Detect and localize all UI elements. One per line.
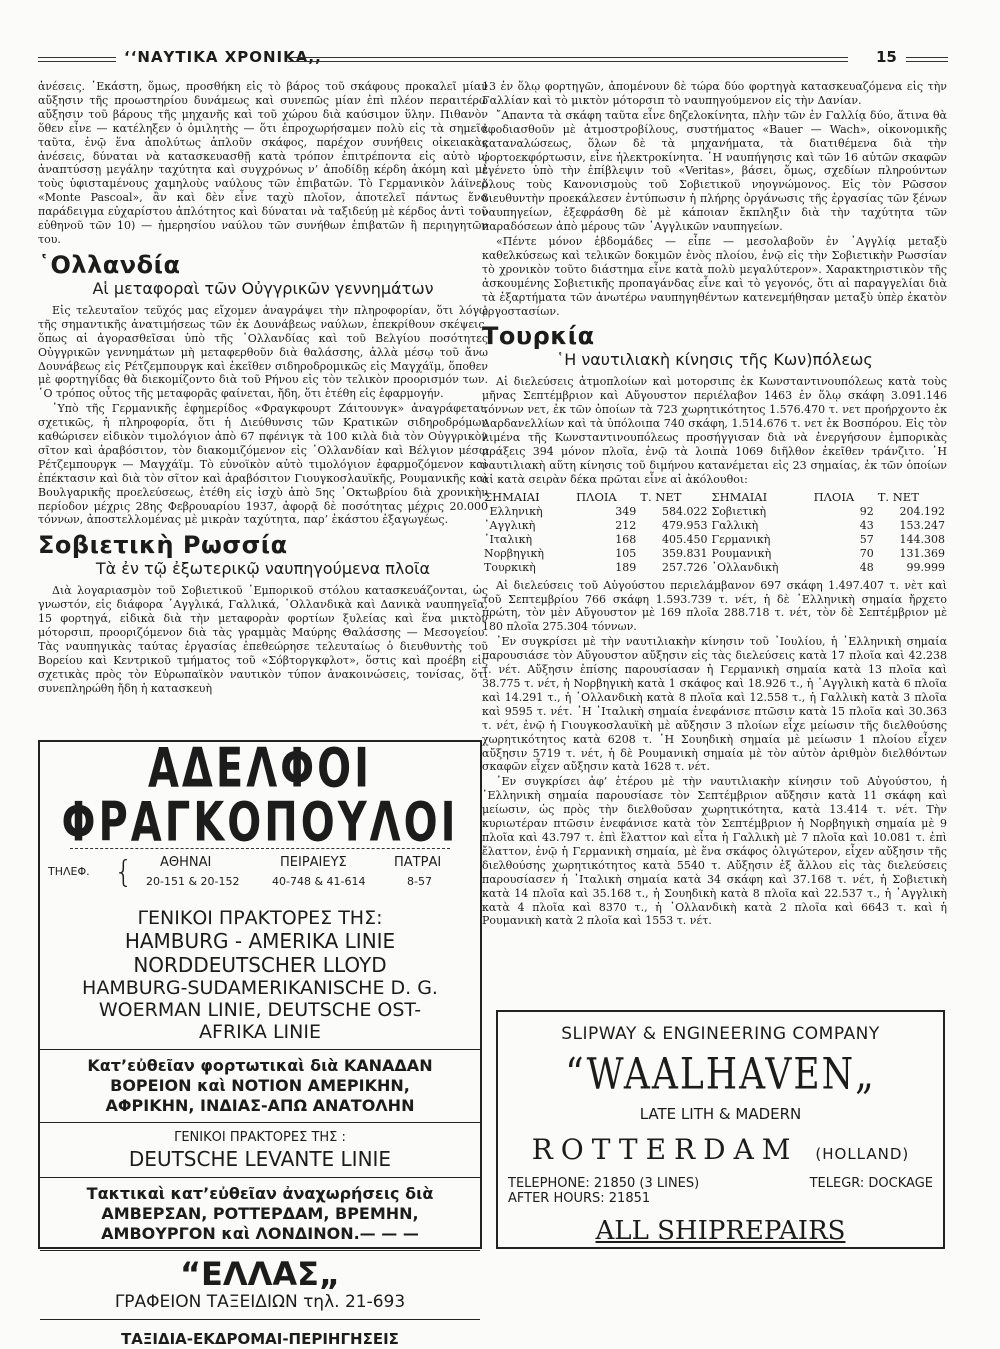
section-title-turkey: Τουρκία <box>482 322 595 351</box>
column-header: Τ. ΝΕΤ <box>877 489 919 504</box>
agents-title: ΓΕΝΙΚΟΙ ΠΡΑΚΤΟΡΕΣ ΤΗΣ: <box>137 907 383 929</box>
departures-line: ΑΜΒΕΡΣΑΝ, ΡΟΤΤΕΡΔΑΜ, ΒΡΕΜΗΝ, <box>101 1204 419 1223</box>
ships-cell: 57 <box>859 532 874 546</box>
header-rule-right <box>906 57 948 62</box>
tonnage-cell: 257.726 <box>661 560 708 574</box>
column-header: ΣΗΜΑΙΑΙ <box>711 489 768 504</box>
column-header: ΠΛΟΙΑ <box>813 489 855 504</box>
ships-cell: 105 <box>615 546 637 560</box>
telephone: TELEPHONE: 21850 (3 LINES) <box>508 1176 700 1191</box>
flag-cell: ᾿Αγγλικὴ <box>484 518 536 532</box>
former-names: LATE LITH & MADERN <box>639 1105 802 1123</box>
office-phones: 8-57 <box>407 875 432 888</box>
table-row <box>482 519 947 533</box>
flag-cell: Γερμανικὴ <box>711 532 771 546</box>
phone-label: ΤΗΛΕΦ. <box>48 865 90 878</box>
ships-cell: 212 <box>615 518 637 532</box>
divider <box>40 1122 480 1123</box>
office-city: ΠΑΤΡΑΙ <box>394 855 442 870</box>
flag-cell: Τουρκικὴ <box>484 560 536 574</box>
paragraph: «Πέντε μόνον ἑβδομάδες — εἶπε — μεσολαβοῦν ἐν ᾿Αγγλίᾳ μεταξὺ καθελκύσεως καὶ τελικῶν δοκιμῶν ἑνὸς πλοίου, ἐνῷ εἰς τὴν Σοβιετικὴν Ρωσσίαν τὸ χρονικὸν τοῦτο διάστημα εἶνε κατὰ πολὺ μεγαλύτερον». Χαρακτηριστικὸν τῆς ἀσκουμένης Σοβιετικῆς προπαγάνδας εἶνε καὶ τὸ γεγονός, ὅτι αἱ παραγγελίαι διὰ τὰ ἐξαρτήματα τῶν ἀνωτέρω ναυπηγηθέντων κατενεμήθησαν μεταξὺ ὑπὲρ ἑκατὸν ἐργοστασίων. <box>482 234 947 318</box>
office-phones: 40-748 & 41-614 <box>272 875 366 888</box>
ships-cell: 92 <box>859 504 874 518</box>
paragraph: ᾿Εν συγκρίσει ἀφ’ ἑτέρου μὲ τὴν ναυτιλιακὴν κίνησιν τοῦ Αὐγούστου, ἡ ῾Ελληνικὴ σημαία παρουσίασε τὸν Σεπτέμβριον αὔξησιν κατὰ 11 σκάφη καὶ μείωσιν, ὡς πρὸς τὴν διελθοῦσαν χωρητικότητα, κατὰ 13.414 τ. νέτ. Τὴν κυριωτέραν πτῶσιν ἐνεφάνισε κατὰ τὸν Σεπτέμβριον ἡ Νορβηγικὴ σημαία μὲ 9 πλοῖα καὶ 43.797 τ. ἐπὶ ἔλαττον καὶ εἶτα ἡ Γαλλικὴ μὲ 7 πλοῖα καὶ 10.081 τ. ἐπὶ ἔλαττον, ἐνῷ ἡ Γερμανικὴ σημαία, μὲ ἕνα σκάφος ὀλιγώτερον, εἶχεν αὔξησιν τῆς διελθούσης χωρητικότητος κατὰ 5540 τ. Αὔξησιν ἐξ ἄλλου εἰς τὰς διελεύσεις παρουσίασεν ἡ ᾿Ιταλικὴ σημαία κατὰ 34 σκάφη καὶ 37.168 τ. νέτ, ἡ Σοβιετικὴ κατὰ 14 πλοῖα καὶ 35.168 τ., ἡ Σουηδικὴ κατὰ 8 πλοῖα καὶ 22.537 τ., ἡ ᾿Αγγλικὴ κατὰ 4 πλοῖα καὶ 8370 τ., ἡ ᾿Ολλανδικὴ κατὰ 2 πλοῖα καὶ 6643 τ. καὶ ἡ Ρουμανικὴ κατὰ 2 πλοῖα καὶ 1553 τ. νέτ. <box>482 775 947 928</box>
tonnage-cell: 144.308 <box>899 532 945 546</box>
paragraph: Αἱ διελεύσεις τοῦ Αὐγούστου περιελάμβανον 697 σκάφη 1.497.407 τ. νὲτ καὶ τοῦ Σεπτεμβρίου 766 σκάφη 1.593.739 τ. νέτ, ἡ δὲ ῾Ελληνικὴ σημαία ἤρχετο πρώτη, τὸν μὲν Αὔγουστον μὲ 169 πλοῖα 288.718 τ. νέτ, τὸν δὲ Σεπτέμβριον μὲ 180 πλοῖα 275.304 τόννων. <box>482 578 947 634</box>
tonnage-cell: 131.369 <box>899 546 945 560</box>
after-hours: AFTER HOURS: 21851 <box>508 1191 651 1206</box>
city-line <box>498 1133 943 1166</box>
agent-line: AFRIKA LINIE <box>199 1021 321 1043</box>
paragraph: ᾿Εν συγκρίσει μὲ τὴν ναυτιλιακὴν κίνησιν τοῦ ᾿Ιουλίου, ἡ ῾Ελληνικὴ σημαία παρουσιάσε τὸν Αὔγουστον αὔξησιν εἰς τὰς διελεύσεις κατὰ 17 πλοῖα καὶ 42.238 τ. νέτ. Αὔξησιν ἐπίσης παρουσίασαν ἡ Γερμανικὴ σημαία κατὰ 13 πλοῖα καὶ 38.775 τ. νέτ, ἡ Νορβηγικὴ κατὰ 1 σκάφος καὶ 18.926 τ., ἡ ᾿Αγγλικὴ κατὰ 6 πλοῖα καὶ 14.291 τ., ἡ ᾿Ολλανδικὴ κατὰ 8 πλοῖα καὶ 12.558 τ., ἡ Γαλλικὴ κατὰ 3 πλοῖα καὶ 9595 τ. νέτ. ῾Η ᾿Ιταλικὴ σημαία ἐνεφάνισε πτῶσιν κατὰ 15 πλοῖα καὶ 30.363 τ. νέτ, ἐνῷ ἡ Γιουγκοσλαυϊκὴ μὲ αὔξησιν 3 πλοίων εἶχε μείωσιν τῆς διελθούσης χωρητικότητος κατὰ 6208 τ. ῾Η Σουηδικὴ σημαία μὲ μείωσιν 1 πλοίου εἶχεν αὔξησιν 5719 τ. νέτ, ἡ δὲ Ρουμανικὴ σημαία μὲ τὸν αὐτὸν ἀριθμὸν διελθόντων σκαφῶν εἶχεν αὔξησιν κατὰ 1628 τ. νέτ. <box>482 635 947 774</box>
ellas-brand: “ΕΛΛΑΣ„ <box>179 1255 341 1293</box>
agent-line: HAMBURG - AMERIKA LINIE <box>124 929 396 953</box>
paragraph: Αἱ διελεύσεις ἀτμοπλοίων καὶ μοτορσιπς ἐκ Κωνσταντινουπόλεως κατὰ τοὺς μῆνας Σεπτέμβριον καὶ Αὔγουστον περιέλαβον 1463 ἐν ὅλῳ σκάφη 3.091.146 τόννων νετ, ἐκ τῶν ὁποίων τὰ 723 χωρητικότητος 1.576.470 τ. νετ προήρχοντο ἐκ Δαρδανελλίων καὶ τὰ ὑπόλοιπα 740 σκάφη, 1.514.676 τ. νετ ἐκ Βοσπόρου. Εἰς τὸν λιμένα τῆς Κωνσταντινουπόλεως προσήγγισαν διὰ νὰ ἐνεργήσουν ἐμπορικὰς πράξεις 394 μόνον πλοῖα, ἐνῷ τὰ λοιπὰ 1069 διῆλθον ἐκεῖθεν τράνζιτο. ῾Η ναυτιλιακὴ αὕτη κίνησις τοῦ διμήνου κατανέμεται εἰς 23 σημαίας, ἐκ τῶν ὁποίων αἱ κατὰ σειρὰν δέκα πρῶται εἶνε αἱ ἀκόλουθοι: <box>482 375 947 486</box>
services-line: ALL SHIPREPAIRS <box>595 1216 846 1246</box>
section-title-holland: ῾Ολλανδία <box>38 250 181 279</box>
paragraph: ῾Υπὸ τῆς Γερμανικῆς ἐφημερίδος «Φραγκφουρτ Ζάιτουνγκ» ἀναγράφεται, σχετικῶς, ἡ πληροφορία, ὅτι ἡ Διεύθυνσις τῶν Κρατικῶν σιδηροδρόμων καθώρισεν εἰδικὸν τιμολόγιον ἀπὸ 67 πφένιγκ τὰ 100 κιλὰ διὰ τὸν Οὐγγρικὸν σῖτον καὶ ἀραβόσιτον, τὸν διακομιζόμενον εἰς ᾿Ολλανδίαν καὶ Βέλγιον μέσῳ Ρέτζεμπουργκ — Μαγχάϊμ. Τὸ εὐνοϊκὸν αὐτὸ τιμολόγιον ἐφαρμοζόμενον καὶ ἐπέκτασιν καὶ διὰ τὸν σῖτον καὶ ἀραβόσιτον Γιουγκοσλαυϊκῆς, Ρουμανικῆς καὶ Βουλγαρικῆς προελεύσεως, ἐτέθη εἰς ἰσχὺ ἀπὸ 5ης ᾿Οκτωβρίου διὰ χρονικὴν περίοδον μέχρις 28ης Φεβρουαρίου 1937, ἀφορᾷ δὲ ποσότητας μέχρις 20.000 τόννων, ἀποστελλομένας μὲ μικρὰν ταχύτητα, παρ’ ἑκάστου ἐξαγωγέως. <box>38 402 488 527</box>
telegraph: TELEGR: DOCKAGE <box>809 1176 933 1191</box>
table-row <box>482 547 947 561</box>
page-number: 15 <box>876 48 897 66</box>
section-subtitle-holland: Αἱ μεταφοραὶ τῶν Οὐγγρικῶν γεννημάτων <box>92 278 434 298</box>
agents2-name: DEUTSCHE LEVANTE LINIE <box>128 1147 392 1171</box>
country-name: (HOLLAND) <box>815 1145 910 1163</box>
brace-glyph: { <box>114 855 134 890</box>
ships-cell: 48 <box>859 560 874 574</box>
section-title-ussr: Σοβιετικὴ Ρωσσία <box>38 531 288 560</box>
article-continuation: ἀνέσεις. ᾿Εκάστη, ὅμως, προσθήκη εἰς τὸ βάρος τοῦ σκάφους προκαλεῖ μίαν αὔξησιν τῆς προωστηρίου δυνάμεως καὶ συνεπῶς μίαν ἐπὶ πλέον περαιτέρω αὔξησιν τοῦ βάρους τῆς μηχανῆς καὶ τοῦ χώρου διὰ καύσιμον ὕλην. Πιθανὸν ὅθεν εἶνε — κατέληξεν ὁ ὁμιλητὴς — ὅτι ἐπροχωρήσαμεν πολὺ εἰς τὰ σημεῖα ταῦτα, ἐνῷ ἕνα ἀπολύτως ἁπλοῦν σκάφος, παρέχον συνήθεις οἰκειακὰς ἀνέσεις, δύναται νὰ κατασκευασθῇ κατὰ τρόπον ἐπιτρέποντα εἰς αὐτὸ ν’ ἀναπτύσσῃ μεγάλην ταχύτητα καὶ συγχρόνως ν’ ἀποδίδῃ κέρδη ἀκόμη καὶ μὲ τοὺς ὑφισταμένους χαμηλοὺς ναύλους τῶν ἐπιβατῶν. Τὸ Γερμανικὸν λάϊνερ «Monte Pascoal», ἂν καὶ δὲν εἶνε ταχὺ πλοῖον, ἀποτελεῖ πάντως ἕνα παράδειγμα εὐχαρίστου ἁπλότητος καὶ δύναται νὰ ταξιδεύῃ μὲ κέρδος ἀντὶ τοῦ εὐθηνοῦ τῶν 10) — ἡμερησίου ναύλου τῶν συνήθων ἐπιβατῶν ἢ περιηγητῶν του. <box>38 80 488 246</box>
ships-cell: 349 <box>615 504 637 518</box>
freight-line: Κατ’εὐθεῖαν φορτωτικαὶ διὰ ΚΑΝΑΔΑΝ <box>87 1056 433 1075</box>
divider <box>40 1319 480 1320</box>
flag-cell: ᾿Ελληνικὴ <box>484 504 543 518</box>
tonnage-cell: 359.831 <box>661 546 708 560</box>
tagline: ΤΑΞΙΔΙΑ-ΕΚΔΡΟΜΑΙ-ΠΕΡΙΗΓΗΣΕΙΣ <box>121 1330 399 1348</box>
divider <box>40 1049 480 1050</box>
ships-cell: 70 <box>859 546 874 560</box>
flags-table <box>482 489 947 575</box>
office-city: ΠΕΙΡΑΙΕΥΣ <box>280 855 347 870</box>
tonnage-cell: 405.450 <box>661 532 708 546</box>
agent-line: WOERMAN LINIE, DEUTSCHE OST- <box>98 999 422 1021</box>
column-header: ΣΗΜΑΙΑΙ <box>484 489 540 504</box>
flag-cell: ᾿Ολλανδικὴ <box>711 560 779 574</box>
column-header: Τ. ΝΕΤ <box>640 489 682 504</box>
tonnage-cell: 479.953 <box>661 518 708 532</box>
table-row <box>482 533 947 547</box>
advertisement-fragkopouloi <box>38 737 482 1348</box>
divider <box>40 1177 480 1178</box>
flag-cell: Ρουμανικὴ <box>711 546 772 560</box>
paragraph: Εἰς τελευταῖον τεῦχός μας εἴχομεν ἀναγράψει τὴν πληροφορίαν, ὅτι λόγῳ τῆς σημαντικῆς ἀνατιμήσεως τῶν ἐκ Δουνάβεως ναύλων, ἐπεκρίθουν σκέψεις, ὅπως αἱ ἀγορασθεῖσαι ὑπὸ τῆς ᾿Ολλανδίας καὶ τοῦ Βελγίου ποσότητες Οὐγγρικῶν γεννημάτων μὴ μεταφερθοῦν διὰ θαλάσσης, ἀλλὰ μέσῳ τοῦ ἄνω Δουνάβεως εἰς Ρέτζεμπουργκ καὶ ἐκεῖθεν σιδηροδρομικῶς εἰς Μαγχάϊμ, ὅποθεν μὲ φορτηγίδας θὰ διεκομίζοντο διὰ τοῦ Ρήνου εἰς τὸν τελικὸν προορισμόν των. ῾Ο τρόπος οὗτος τῆς μεταφορᾶς φαίνεται, ἤδη, ὅτι ἐτέθη εἰς ἐφαρμογήν. <box>38 303 488 401</box>
flag-cell: Γαλλικὴ <box>711 518 759 532</box>
flag-cell: ᾿Ιταλικὴ <box>484 532 533 546</box>
section-subtitle-ussr: Τὰ ἐν τῷ ἐξωτερικῷ ναυπηγούμενα πλοῖα <box>95 559 431 579</box>
advertisement-waalhaven <box>496 1010 945 1249</box>
office-city: ΑΘΗΝΑΙ <box>160 855 212 870</box>
office-phones: 20-151 & 20-152 <box>146 875 240 888</box>
flag-cell: Νορβηγικὴ <box>484 546 545 560</box>
brand-name: “WAALHAVEN„ <box>565 1049 876 1100</box>
paragraph: ῎Απαντα τὰ σκάφη ταῦτα εἶνε δηζελοκίνητα, πλὴν τῶν ἐν Γαλλίᾳ δύο, ἅτινα θὰ ἐφοδιασθοῦν μὲ ἀτμοστροβίλους, συστήματος «Bauer — Wach», οἰκονομικῆς καταναλώσεως, ὅλων δὲ τὰ μηχανήματα, τὰ διατιθέμενα διὰ τὴν φορτοεκφόρτωσιν, εἶνε ἠλεκτροκίνητα. ῾Η ναυπήγησις καὶ τῶν 16 αὐτῶν σκαφῶν ἐγένετο ὑπὸ τὴν ἐπίβλεψιν τοῦ «Veritas», βάσει, ὅμως, σχεδίων πληρούντων ὅλους τοὺς Κανονισμοὺς τοῦ Σοβιετικοῦ νηογνώμονος. Εἰς τὸν Ρῶσσον διευθυντὴν προεκάλεσεν ἐντύπωσιν ἡ πλήρης ὀργάνωσις τῆς ἐργασίας τῶν ξένων ναυπηγείων, ἐξεφράσθη δὲ μὲ κάποιαν ἔκπληξιν διὰ τὴν ταχύτητα τῶν παραδόσεων ἀπὸ μέρους τῶν ᾿Αγγλικῶν ναυπηγείων. <box>482 108 947 234</box>
header-rule-middle <box>288 57 848 62</box>
ships-cell: 168 <box>615 532 637 546</box>
ad-brand-name: ΑΔΕΛΦΟΙ ΦΡΑΓΚΟΠΟΥΛΟΙ <box>61 737 459 855</box>
agent-line: HAMBURG-SUDAMERIKANISCHE D. G. <box>82 977 438 999</box>
tonnage-cell: 153.247 <box>899 518 945 532</box>
travel-office: ΓΡΑΦΕΙΟΝ ΤΑΞΕΙΔΙΩΝ τηλ. 21-693 <box>114 1292 406 1312</box>
table-header-row <box>482 489 947 505</box>
departures-line: ΑΜΒΟΥΡΓΟΝ καὶ ΛΟΝΔΙΝΟΝ.— — — <box>101 1224 419 1243</box>
contact-block <box>498 1176 943 1210</box>
ships-cell: 189 <box>615 560 637 574</box>
city-name: ROTTERDAM <box>531 1133 799 1166</box>
section-subtitle-turkey: ῾Η ναυτιλιακὴ κίνησις τῆς Κων)πόλεως <box>556 350 873 370</box>
header-rule-left <box>38 57 116 62</box>
flag-cell: Σοβιετικὴ <box>711 504 767 518</box>
ad-phones <box>40 853 480 893</box>
ships-cell: 43 <box>859 518 874 532</box>
right-column <box>482 80 947 929</box>
company-name: SLIPWAY & ENGINEERING COMPANY <box>561 1024 880 1044</box>
paragraph: Διὰ λογαριασμὸν τοῦ Σοβιετικοῦ ᾿Εμπορικοῦ στόλου κατασκευάζονται, ὡς γνωστόν, εἰς διάφορα ᾿Αγγλικά, Γαλλικά, ᾿Ολλανδικὰ καὶ Δανικὰ ναυπηγεῖα, 15 φορτηγά, εἰδικὰ διὰ τὴν μεταφορὰν φορτίων ξυλείας καὶ ἕνα μικτὸν μότορσιπ, προοριζόμενον διὰ τὰς γραμμὰς Μαύρης Θαλάσσης — Μεσογείου. Τὰς ναυπηγικὰς ταύτας ἐργασίας ἐπεθεώρησε τελευταίως ὁ διευθυντὴς τοῦ Βορείου καὶ Κεντρικοῦ τμήματος τοῦ «Σόβτοργκφλοτ», ὅστις καὶ προέβη εἰς σχετικὰς πρὸς τὸν Εὐρωπαϊκὸν ναυτικὸν τύπον ἀνακοινώσεις, τονίσας, ὅτι συνεπληρώθη ἤδη ἡ κατασκευὴ <box>38 584 488 695</box>
table-row <box>482 505 947 519</box>
tonnage-cell: 584.022 <box>661 504 708 518</box>
freight-line: ΑΦΡΙΚΗΝ, ΙΝΔΙΑΣ-ΑΠΩ ΑΝΑΤΟΛΗΝ <box>105 1096 415 1115</box>
tonnage-cell: 204.192 <box>899 504 945 518</box>
column-header: ΠΛΟΙΑ <box>576 489 617 504</box>
table-row <box>482 561 947 575</box>
agent-line: NORDDEUTSCHER LLOYD <box>133 953 387 977</box>
page-header <box>38 48 948 68</box>
agents2-title: ΓΕΝΙΚΟΙ ΠΡΑΚΤΟΡΕΣ ΤΗΣ : <box>174 1130 346 1145</box>
departures-line: Τακτικαὶ κατ’εὐθεῖαν ἀναχωρήσεις διὰ <box>86 1184 434 1203</box>
left-column <box>38 80 488 697</box>
divider <box>40 1250 480 1251</box>
journal-title: ‘‘ΝΑΥΤΙΚΑ ΧΡΟΝΙΚΑ,, <box>124 48 322 66</box>
tonnage-cell: 99.999 <box>906 560 945 574</box>
freight-line: ΒΟΡΕΙΟΝ καὶ ΝΟΤΙΟΝ ΑΜΕΡΙΚΗΝ, <box>110 1076 410 1095</box>
paragraph: 13 ἐν ὅλῳ φορτηγῶν, ἀπομένουν δὲ τώρα δύο φορτηγὰ κατασκευαζόμενα εἰς τὴν Γαλλίαν καὶ τὸ μικτὸν μότορσιπ τὸ ναυπηγούμενον εἰς τὴν Δανίαν. <box>482 80 947 107</box>
